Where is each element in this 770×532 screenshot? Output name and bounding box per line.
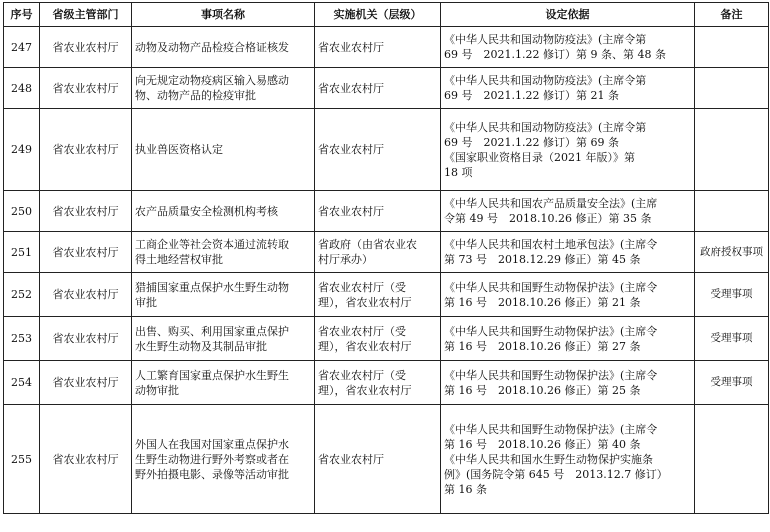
header-seq: 序号: [4, 3, 40, 27]
cell-seq: 248: [4, 68, 40, 109]
cell-basis-line: 第 16 号 2018.10.26 修正）第 27 条: [444, 339, 641, 353]
cell-item-line: 物、动物产品的检疫审批: [135, 89, 256, 102]
cell-note: 政府授权事项: [695, 232, 769, 273]
cell-item: [132, 361, 315, 405]
cell-note: [695, 68, 769, 109]
table-header-row: [4, 3, 769, 27]
cell-item-line: 工商企业等社会资本通过流转取: [135, 238, 289, 251]
cell-item: [132, 405, 315, 514]
cell-item: [132, 27, 315, 68]
cell-item-line: 动物审批: [135, 383, 179, 397]
cell-dept: 省农业农村厅: [40, 317, 132, 361]
cell-item: [132, 68, 315, 109]
cell-basis-line: 第 16 号 2018.10.26 修正）第 25 条: [444, 383, 641, 397]
cell-note: [695, 109, 769, 191]
table-row: [4, 361, 769, 405]
cell-note: [695, 405, 769, 514]
cell-item-line: 野外拍摄电影、录像等活动审批: [135, 467, 289, 481]
cell-item: [132, 232, 315, 273]
cell-basis: [441, 191, 695, 232]
cell-dept: 省农业农村厅: [40, 361, 132, 405]
cell-basis: [441, 109, 695, 191]
cell-agency-line: 村厅承办）: [318, 253, 373, 266]
cell-basis: [441, 317, 695, 361]
cell-basis-line: 《中华人民共和国野生动物保护法》(主席令: [444, 324, 658, 338]
cell-basis: [441, 232, 695, 273]
cell-basis-line: 《中华人民共和国动物防疫法》(主席令第: [444, 74, 647, 87]
cell-agency: [315, 405, 441, 514]
cell-item-line: 向无规定动物疫病区输入易感动: [135, 74, 289, 87]
cell-dept: 省农业农村厅: [40, 273, 132, 317]
table-row: [4, 27, 769, 68]
cell-agency: [315, 27, 441, 68]
cell-agency-line: 省农业农村厅（受: [318, 280, 406, 294]
cell-item-line: 农产品质量安全检测机构考核: [135, 204, 278, 218]
cell-item-line: 出售、购买、利用国家重点保护: [135, 324, 289, 338]
cell-basis-line: 第 16 号 2018.10.26 修正）第 21 条: [444, 295, 641, 309]
approval-items-table: [3, 2, 769, 514]
cell-basis: [441, 405, 695, 514]
cell-agency-line: 省农业农村厅: [318, 40, 384, 54]
cell-seq: 254: [4, 361, 40, 405]
cell-item-line: 动物及动物产品检疫合格证核发: [135, 40, 289, 54]
cell-basis-line: 第 73 号 2018.12.29 修正）第 45 条: [444, 253, 641, 266]
header-note: 备注: [695, 3, 769, 27]
cell-basis: [441, 27, 695, 68]
cell-item: [132, 109, 315, 191]
cell-agency: [315, 109, 441, 191]
cell-agency-line: 理），省农业农村厅: [318, 339, 412, 353]
cell-seq: 251: [4, 232, 40, 273]
cell-seq: 247: [4, 27, 40, 68]
cell-item: [132, 191, 315, 232]
cell-agency: [315, 361, 441, 405]
cell-note: [695, 191, 769, 232]
cell-agency-line: 省农业农村厅: [318, 204, 384, 218]
cell-agency-line: 省农业农村厅: [318, 81, 384, 95]
cell-item-line: 水生野生动物及其制品审批: [135, 339, 267, 353]
cell-agency-line: 省农业农村厅（受: [318, 368, 406, 382]
header-dept: 省级主管部门: [40, 3, 132, 27]
cell-note: [695, 27, 769, 68]
cell-basis-line: 《中华人民共和国动物防疫法》(主席令第: [444, 33, 647, 46]
cell-agency: [315, 191, 441, 232]
cell-seq: 253: [4, 317, 40, 361]
cell-seq: 255: [4, 405, 40, 514]
cell-seq: 250: [4, 191, 40, 232]
cell-seq: 252: [4, 273, 40, 317]
table-row: [4, 405, 769, 514]
cell-basis-line: 《中华人民共和国动物防疫法》(主席令第: [444, 120, 647, 134]
cell-basis-line: 例》(国务院令第 645 号 2013.12.7 修订）: [444, 467, 668, 481]
cell-basis-line: 第 16 条: [444, 482, 487, 496]
table-row: [4, 317, 769, 361]
cell-item-line: 执业兽医资格认定: [135, 143, 223, 156]
cell-seq: 249: [4, 109, 40, 191]
cell-item-line: 人工繁育国家重点保护水生野生: [135, 368, 289, 382]
header-agency: 实施机关（层级）: [315, 3, 441, 27]
cell-basis-line: 《中华人民共和国野生动物保护法》(主席令: [444, 280, 658, 294]
cell-agency: [315, 232, 441, 273]
cell-item: [132, 317, 315, 361]
cell-agency: [315, 68, 441, 109]
table-row: [4, 273, 769, 317]
cell-basis-line: 69 号 2021.1.22 修订）第 69 条: [444, 135, 619, 149]
cell-dept: 省农业农村厅: [40, 68, 132, 109]
header-item: 事项名称: [132, 3, 315, 27]
cell-dept: 省农业农村厅: [40, 405, 132, 514]
cell-note: 受理事项: [695, 273, 769, 317]
cell-basis-line: 令第 49 号 2018.10.26 修正）第 35 条: [444, 212, 652, 225]
table-row: [4, 68, 769, 109]
cell-dept: 省农业农村厅: [40, 109, 132, 191]
cell-note: 受理事项: [695, 361, 769, 405]
cell-dept: 省农业农村厅: [40, 27, 132, 68]
cell-basis: [441, 273, 695, 317]
table-row: [4, 191, 769, 232]
cell-agency: [315, 317, 441, 361]
cell-item: [132, 273, 315, 317]
cell-item-line: 生野生动物进行野外考察或者在: [135, 452, 289, 466]
cell-basis: [441, 68, 695, 109]
cell-basis-line: 《中华人民共和国农产品质量安全法》(主席: [444, 197, 658, 210]
cell-agency-line: 省农业农村厅: [318, 452, 384, 466]
cell-item-line: 得土地经营权审批: [135, 253, 223, 266]
cell-basis-line: 《中华人民共和国野生动物保护法》(主席令: [444, 422, 658, 436]
cell-item-line: 猎捕国家重点保护水生野生动物: [135, 280, 289, 294]
header-basis: 设定依据: [441, 3, 695, 27]
table-row: [4, 232, 769, 273]
cell-item-line: 外国人在我国对国家重点保护水: [135, 437, 289, 451]
cell-note: 受理事项: [695, 317, 769, 361]
cell-item-line: 审批: [135, 295, 157, 309]
cell-basis-line: 18 项: [444, 165, 473, 179]
cell-basis-line: 《中华人民共和国水生野生动物保护实施条: [444, 452, 653, 466]
cell-dept: 省农业农村厅: [40, 191, 132, 232]
cell-agency-line: 理），省农业农村厅: [318, 383, 412, 397]
cell-basis-line: 《国家职业资格目录（2021 年版）》第: [444, 150, 635, 164]
cell-dept: 省农业农村厅: [40, 232, 132, 273]
cell-basis-line: 第 16 号 2018.10.26 修正）第 40 条: [444, 437, 641, 451]
cell-agency-line: 省农业农村厅: [318, 143, 384, 156]
cell-basis-line: 69 号 2021.1.22 修订）第 21 条: [444, 89, 619, 102]
cell-agency-line: 省政府（由省农业农: [318, 238, 417, 251]
cell-basis-line: 《中华人民共和国野生动物保护法》(主席令: [444, 368, 658, 382]
cell-basis-line: 69 号 2021.1.22 修订）第 9 条、第 48 条: [444, 48, 666, 61]
table-row: [4, 109, 769, 191]
cell-basis: [441, 361, 695, 405]
cell-agency-line: 理），省农业农村厅: [318, 295, 412, 309]
cell-basis-line: 《中华人民共和国农村土地承包法》(主席令: [444, 238, 658, 251]
cell-agency-line: 省农业农村厅（受: [318, 324, 406, 338]
cell-agency: [315, 273, 441, 317]
